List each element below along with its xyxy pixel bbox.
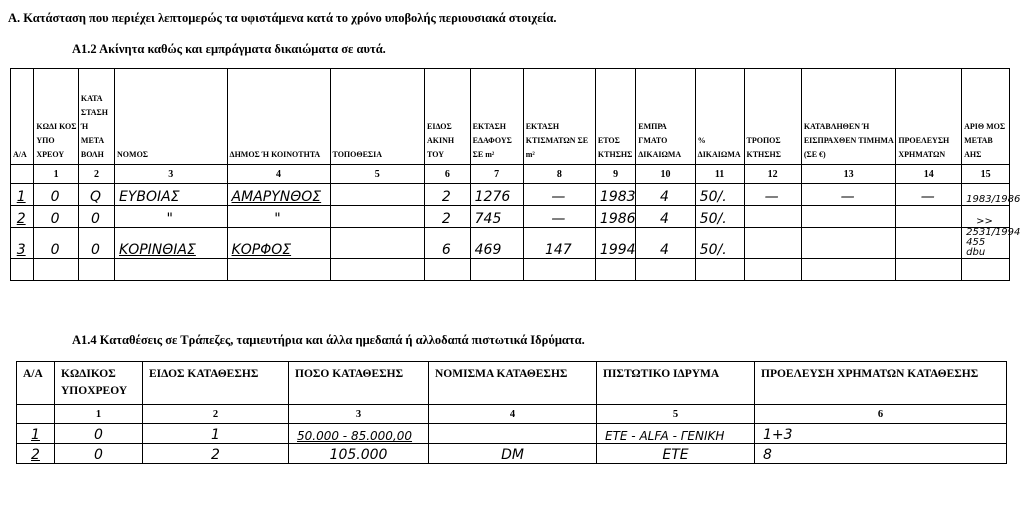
- cell-land-area: 469: [470, 228, 523, 259]
- header-property-type: ΕΙΔΟΣ ΑΚΙΝΗ ΤΟΥ: [425, 69, 471, 165]
- col-number: 1: [34, 165, 79, 184]
- table2-title: Α1.4 Καταθέσεις σε Τράπεζες, ταμιευτήρια και άλλα ημεδαπά ή αλλοδαπά πιστωτικά Ιδρύματα.: [72, 333, 585, 347]
- deposits-table: [16, 361, 1007, 464]
- cell-currency: DM: [429, 444, 597, 464]
- cell-code: 0: [55, 444, 143, 464]
- cell-institution: ΕΤΕ: [597, 444, 755, 464]
- header-location: ΤΟΠΟΘΕΣΙΑ: [330, 69, 424, 165]
- table-row: [17, 424, 1007, 444]
- col-number: [17, 405, 55, 424]
- cell-price: [801, 206, 895, 228]
- cell-acquisition-method: —: [744, 184, 801, 206]
- cell-real-right: 4: [636, 228, 695, 259]
- cell-status: Q: [78, 184, 114, 206]
- header-aa: Α/Α: [17, 362, 55, 405]
- cell-property-type: 6: [425, 228, 471, 259]
- table1-number-row: [11, 165, 1010, 184]
- table1-title: Α1.2 Ακίνητα καθώς και εμπράγματα δικαιώματα σε αυτά.: [72, 42, 386, 56]
- header-percent: % ΔΙΚΑΙΩΜΑ: [695, 69, 744, 165]
- cell-status: 0: [78, 228, 114, 259]
- cell-aa: 2: [11, 206, 34, 228]
- cell-prefecture: ΚΟΡΙΝΘΙΑΣ: [115, 228, 228, 259]
- table1-header-row: [11, 69, 1010, 165]
- cell-prefecture: ": [115, 206, 228, 228]
- col-number: 10: [636, 165, 695, 184]
- col-number: 4: [227, 165, 330, 184]
- cell-acquisition-method: [744, 228, 801, 259]
- cell-year: 1986: [595, 206, 635, 228]
- cell-percent: 50/.: [695, 184, 744, 206]
- col-number: 12: [744, 165, 801, 184]
- cell-real-right: 4: [636, 184, 695, 206]
- cell-transfer-number: 1983/1986: [962, 184, 1010, 206]
- col-number: 4: [429, 405, 597, 424]
- col-number: 9: [595, 165, 635, 184]
- header-building-area: ΕΚΤΑΣΗ ΚΤΙΣΜΑΤΩΝ ΣΕ m²: [523, 69, 595, 165]
- col-number: 6: [755, 405, 1007, 424]
- cell-land-area: 1276: [470, 184, 523, 206]
- cell-price: [801, 228, 895, 259]
- header-status: ΚΑΤΑ ΣΤΑΣΗ Ή ΜΕΤΑ ΒΟΛΗ: [78, 69, 114, 165]
- header-deposit-amount: ΠΟΣΟ ΚΑΤΑΘΕΣΗΣ: [289, 362, 429, 405]
- header-funds-origin: ΠΡΟΕΛΕΥΣΗ ΧΡΗΜΑΤΩΝ ΚΑΤΑΘΕΣΗΣ: [755, 362, 1007, 405]
- cell-location: [330, 228, 424, 259]
- header-code: ΚΩΔΙΚΟΣ ΥΠΟΧΡΕΟΥ: [55, 362, 143, 405]
- table2-header-row: [17, 362, 1007, 405]
- cell-funds-origin: —: [896, 184, 962, 206]
- cell-funds-origin: 8: [755, 444, 1007, 464]
- table-row: [17, 444, 1007, 464]
- real-estate-table: [10, 68, 1020, 281]
- header-real-right: ΕΜΠΡΑ ΓΜΑΤΟ ΔΙΚΑΙΩΜΑ: [636, 69, 695, 165]
- col-number: 1: [55, 405, 143, 424]
- cell-acquisition-method: [744, 206, 801, 228]
- header-price: ΚΑΤΑΒΛΗΘΕΝ Ή ΕΙΣΠΡΑΧΘΕΝ ΤΙΜΗΜΑ (ΣΕ €): [801, 69, 895, 165]
- cell-transfer-number: >>: [962, 206, 1010, 228]
- col-number: 15: [962, 165, 1010, 184]
- cell-currency: [429, 424, 597, 444]
- header-deposit-type: ΕΙΔΟΣ ΚΑΤΑΘΕΣΗΣ: [143, 362, 289, 405]
- cell-property-type: 2: [425, 184, 471, 206]
- header-municipality: ΔΗΜΟΣ Ή ΚΟΙΝΟΤΗΤΑ: [227, 69, 330, 165]
- cell-aa: 1: [17, 424, 55, 444]
- col-number: 5: [330, 165, 424, 184]
- header-year: ΕΤΟΣ ΚΤΗΣΗΣ: [595, 69, 635, 165]
- cell-building-area: —: [523, 206, 595, 228]
- col-number: 6: [425, 165, 471, 184]
- cell-municipality: ΚΟΡΦΟΣ: [227, 228, 330, 259]
- table-row-empty: [11, 259, 1010, 281]
- cell-aa: 3: [11, 228, 34, 259]
- cell-prefecture: ΕΥΒΟΙΑΣ: [115, 184, 228, 206]
- table-row: [11, 228, 1010, 259]
- col-number: [11, 165, 34, 184]
- cell-status: 0: [78, 206, 114, 228]
- cell-year: 1983: [595, 184, 635, 206]
- cell-land-area: 745: [470, 206, 523, 228]
- cell-code: 0: [34, 206, 79, 228]
- col-number: 5: [597, 405, 755, 424]
- col-number: 3: [289, 405, 429, 424]
- cell-location: [330, 206, 424, 228]
- cell-institution: ΕΤΕ - ALFA - ΓΕΝΙΚΗ: [597, 424, 755, 444]
- col-number: 3: [115, 165, 228, 184]
- table-row: [11, 206, 1010, 228]
- cell-percent: 50/.: [695, 206, 744, 228]
- cell-building-area: 147: [523, 228, 595, 259]
- cell-code: 0: [55, 424, 143, 444]
- section-title: Α. Κατάσταση που περιέχει λεπτομερώς τα υφιστάμενα κατά το χρόνο υποβολής περιουσιακά στοιχεία.: [8, 11, 557, 25]
- cell-funds-origin: [896, 206, 962, 228]
- header-code: ΚΩΔΙ ΚΟΣ ΥΠΟ ΧΡΕΟΥ: [34, 69, 79, 165]
- col-number: 11: [695, 165, 744, 184]
- cell-aa: 2: [17, 444, 55, 464]
- header-prefecture: ΝΟΜΟΣ: [115, 69, 228, 165]
- cell-year: 1994: [595, 228, 635, 259]
- col-number: 2: [143, 405, 289, 424]
- header-currency: ΝΟΜΙΣΜΑ ΚΑΤΑΘΕΣΗΣ: [429, 362, 597, 405]
- cell-price: —: [801, 184, 895, 206]
- cell-property-type: 2: [425, 206, 471, 228]
- cell-deposit-amount: 50.000 - 85.000,00: [289, 424, 429, 444]
- header-land-area: ΕΚΤΑΣΗ ΕΔΑΦΟΥΣ ΣΕ m²: [470, 69, 523, 165]
- header-transfer-number: ΑΡΙΘ ΜΟΣ ΜΕΤΑΒ ΑΗΣ: [962, 69, 1010, 165]
- header-aa: Α/Α: [11, 69, 34, 165]
- cell-code: 0: [34, 184, 79, 206]
- cell-real-right: 4: [636, 206, 695, 228]
- cell-deposit-amount: 105.000: [289, 444, 429, 464]
- cell-aa: 1: [11, 184, 34, 206]
- col-number: 14: [896, 165, 962, 184]
- header-acquisition-method: ΤΡΟΠΟΣ ΚΤΗΣΗΣ: [744, 69, 801, 165]
- cell-location: [330, 184, 424, 206]
- col-number: 8: [523, 165, 595, 184]
- cell-building-area: —: [523, 184, 595, 206]
- cell-funds-origin: [896, 228, 962, 259]
- table-row: [11, 184, 1010, 206]
- cell-municipality: ": [227, 206, 330, 228]
- col-number: 13: [801, 165, 895, 184]
- col-number: 7: [470, 165, 523, 184]
- table2-number-row: [17, 405, 1007, 424]
- cell-deposit-type: 2: [143, 444, 289, 464]
- header-institution: ΠΙΣΤΩΤΙΚΟ ΙΔΡΥΜΑ: [597, 362, 755, 405]
- cell-transfer-number: 2531/1994 455 dbu: [962, 228, 1010, 259]
- header-funds-origin: ΠΡΟΕΛΕΥΣΗ ΧΡΗΜΑΤΩΝ: [896, 69, 962, 165]
- cell-code: 0: [34, 228, 79, 259]
- cell-percent: 50/.: [695, 228, 744, 259]
- cell-funds-origin: 1+3: [755, 424, 1007, 444]
- cell-municipality: ΑΜΑΡΥΝΘΟΣ: [227, 184, 330, 206]
- col-number: 2: [78, 165, 114, 184]
- cell-deposit-type: 1: [143, 424, 289, 444]
